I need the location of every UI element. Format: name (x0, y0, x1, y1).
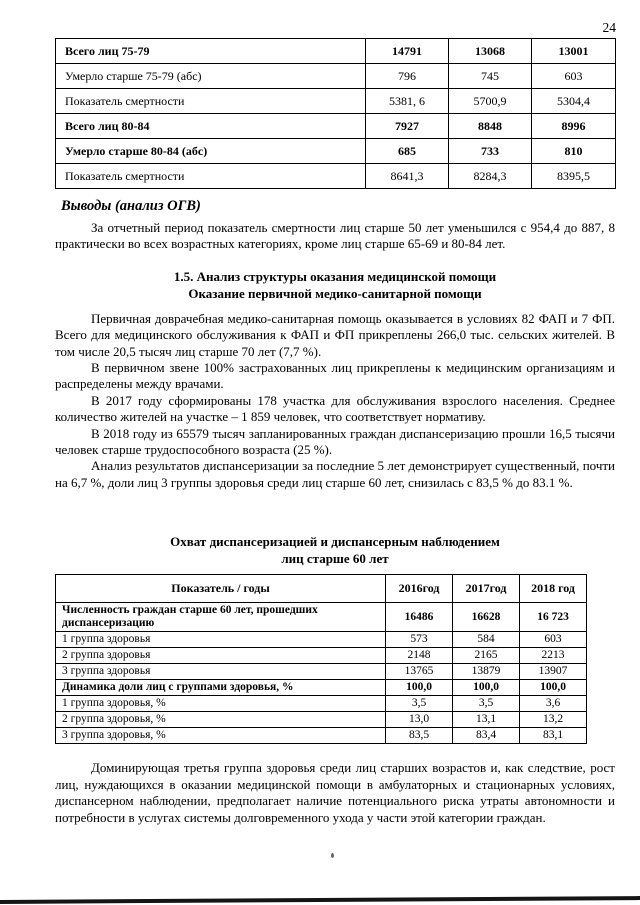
row-label: Показатель смертности (56, 89, 366, 114)
conclusions-heading: Выводы (анализ ОГВ) (61, 198, 201, 214)
row-label: Численность граждан старше 60 лет, прошедших диспансеризацию (56, 603, 386, 632)
table-row (56, 89, 616, 114)
table-row (56, 712, 587, 728)
row-value: 8848 (449, 114, 532, 139)
row-value: 13765 (386, 664, 453, 680)
row-value: 8996 (532, 114, 616, 139)
row-label: 3 группа здоровья, % (56, 728, 386, 744)
table-row (56, 164, 616, 189)
section-title-line2: Оказание первичной медико-санитарной помощи (188, 285, 482, 301)
table-row (56, 664, 587, 680)
dispensary-title-line2: лиц старше 60 лет (281, 551, 389, 567)
header-2016: 2016год (386, 575, 453, 603)
section-paragraphs (55, 311, 615, 491)
row-value: 100,0 (386, 680, 453, 696)
row-value: 13,1 (453, 712, 520, 728)
row-value: 2165 (453, 648, 520, 664)
row-value: 796 (366, 64, 449, 89)
header-indicator: Показатель / годы (56, 575, 386, 603)
row-label: 2 группа здоровья, % (56, 712, 386, 728)
row-value: 16 723 (520, 603, 587, 632)
row-value: 14791 (366, 39, 449, 64)
section-paragraph: В 2017 году сформированы 178 участка для обслуживания взрослого населения. Среднее количество жителей на участке – 1 859 человек, что соответствует нормативу. (55, 392, 615, 425)
header-2018: 2018 год (520, 575, 587, 603)
row-label: 2 группа здоровья (56, 648, 386, 664)
row-value: 5381, 6 (366, 89, 449, 114)
section-title-line1: 1.5. Анализ структуры оказания медицинской помощи (173, 268, 497, 284)
row-value: 13879 (453, 664, 520, 680)
section-paragraph: Анализ результатов диспансеризации за последние 5 лет демонстрирует существенный, почти на 6,7 %, доли лиц 3 группы здоровья среди лиц старше 60 лет, снизилась с 83,5 % до 83.1 %. (55, 458, 615, 490)
row-label: 1 группа здоровья (56, 632, 386, 648)
scan-edge-artifact (0, 896, 640, 904)
row-value: 100,0 (453, 680, 520, 696)
dispensary-table (55, 574, 587, 744)
row-value: 603 (532, 64, 616, 89)
row-value: 100,0 (520, 680, 587, 696)
table-row (56, 603, 587, 632)
section-title (55, 268, 615, 302)
row-value: 3,5 (386, 696, 453, 712)
table-row (56, 680, 587, 696)
row-value: 733 (449, 139, 532, 164)
row-value: 16486 (386, 603, 453, 632)
row-value: 13068 (449, 39, 532, 64)
mortality-table-body (56, 39, 616, 189)
dispensary-table-body (56, 603, 587, 744)
row-value: 2213 (520, 648, 587, 664)
row-value: 573 (386, 632, 453, 648)
row-value: 13,2 (520, 712, 587, 728)
scan-speck-artifact (331, 853, 334, 858)
dispensary-table-title (55, 533, 615, 567)
conclusions-paragraph: За отчетный период показатель смертности лиц старше 50 лет уменьшился с 954,4 до 887, 8 практически во всех возрастных категориях, кроме лиц старше 65-69 и 80-84 лет. (55, 220, 615, 252)
row-value: 13001 (532, 39, 616, 64)
section-paragraph: В первичном звене 100% застрахованных лиц прикреплены к медицинским организациям и распределены между врачами. (55, 360, 615, 392)
section-paragraph: Первичная доврачебная медико-санитарная помощь оказывается в условиях 82 ФАП и 7 ФП. Всего для медицинского обслуживания к ФАП и ФП прикреплены 266,0 тыс. сельских жителей. В том числе 20,5 тысяч лиц старше 70 лет (7,7 %). (55, 310, 615, 359)
closing-paragraph: Доминирующая третья группа здоровья среди лиц старших возрастов и, как следствие, рост лиц, нуждающихся в оказании медицинской помощи в амбулаторных и стационарных условиях, диспансерном наблюдении, предполагает наличие потенциального риска утраты автономности и потребности в услугах системы долговременного ухода у части этой категории граждан. (55, 760, 615, 825)
row-label: Динамика доли лиц с группами здоровья, % (56, 680, 386, 696)
table-row (56, 64, 616, 89)
row-value: 8284,3 (449, 164, 532, 189)
row-value: 810 (532, 139, 616, 164)
row-value: 5700,9 (449, 89, 532, 114)
row-value: 5304,4 (532, 89, 616, 114)
row-value: 13,0 (386, 712, 453, 728)
table-row (56, 728, 587, 744)
row-value: 83,4 (453, 728, 520, 744)
row-label: 1 группа здоровья, % (56, 696, 386, 712)
table-row (56, 648, 587, 664)
row-label: Умерло старше 80-84 (абс) (56, 139, 366, 164)
table-row (56, 39, 616, 64)
mortality-table (55, 38, 616, 189)
row-value: 2148 (386, 648, 453, 664)
page-number: 24 (602, 20, 616, 35)
table-row (56, 632, 587, 648)
row-value: 584 (453, 632, 520, 648)
row-value: 83,5 (386, 728, 453, 744)
row-label: Всего лиц 80-84 (56, 114, 366, 139)
row-label: 3 группа здоровья (56, 664, 386, 680)
row-value: 7927 (366, 114, 449, 139)
row-label: Всего лиц 75-79 (56, 39, 366, 64)
header-2017: 2017год (453, 575, 520, 603)
row-value: 745 (449, 64, 532, 89)
row-value: 8395,5 (532, 164, 616, 189)
section-paragraph: В 2018 году из 65579 тысяч запланированных граждан диспансеризацию прошли 16,5 тысячи человек старше трудоспособного возраста (25 %). (55, 425, 615, 458)
row-value: 3,6 (520, 696, 587, 712)
row-label: Умерло старше 75-79 (абс) (56, 64, 366, 89)
table-row (56, 114, 616, 139)
row-value: 83,1 (520, 728, 587, 744)
dispensary-title-line1: Охват диспансеризацией и диспансерным наблюдением (170, 534, 500, 550)
dispensary-header-row (56, 575, 587, 603)
table-row (56, 139, 616, 164)
table-row (56, 696, 587, 712)
row-value: 603 (520, 632, 587, 648)
row-value: 16628 (453, 603, 520, 632)
row-value: 8641,3 (366, 164, 449, 189)
row-value: 13907 (520, 664, 587, 680)
row-value: 685 (366, 139, 449, 164)
row-label: Показатель смертности (56, 164, 366, 189)
row-value: 3,5 (453, 696, 520, 712)
